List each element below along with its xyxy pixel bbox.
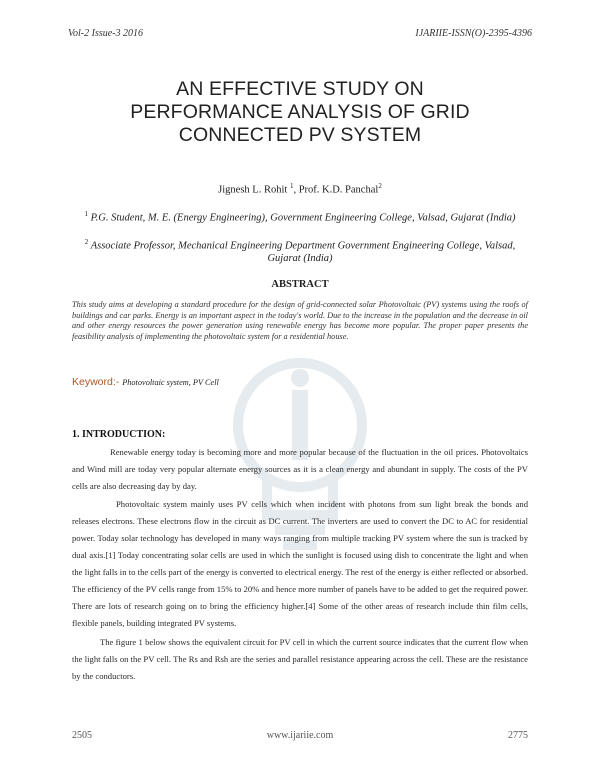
- journal-volume: Vol-2 Issue-3 2016: [68, 28, 143, 39]
- footer-page-right: 2775: [508, 730, 528, 741]
- affiliation-1-text: P.G. Student, M. E. (Energy Engineering), Government Engineering College, Valsad, Gujarat (India): [87, 212, 516, 224]
- abstract-text: This study aims at developing a standard procedure for the design of grid-connected solar Photovoltaic (PV) systems using the roofs of buildings and car parks. Energy is an important aspect in the today's world. Due to the increase in the population and the decrease in oil and other energy resources the power generation using renewable energy has become more popular. The proper paper presents the feasibility analysis of implementing the photovoltaic system for a residential house.: [72, 300, 528, 341]
- author-1-affiliation-mark: 1: [289, 182, 294, 190]
- author-separator: ,: [293, 184, 299, 196]
- title-line-2: PERFORMANCE ANALYSIS OF GRID: [130, 101, 470, 123]
- paper-title: [60, 78, 540, 147]
- footer-website: www.ijariie.com: [266, 730, 334, 741]
- authors: [60, 182, 540, 196]
- journal-issn: IJARIIE-ISSN(O)-2395-4396: [415, 28, 532, 39]
- affiliation-2-mark: 2: [84, 238, 89, 246]
- abstract-heading: ABSTRACT: [271, 279, 329, 290]
- footer-page-left: 2505: [72, 730, 92, 741]
- author-2: Prof. K.D. Panchal: [298, 184, 379, 196]
- intro-paragraph-1: [72, 444, 528, 495]
- affiliation-2: [72, 236, 528, 266]
- affiliation-1-mark: 1: [84, 210, 88, 218]
- intro-paragraph-3-text: The figure 1 below shows the equivalent circuit for PV cell in which the current source indicates that the current flow when the light falls on the PV cell. The Rs and Rsh are the series and parallel resistance appearing across the cell. These are the resistance by the conductors.: [72, 637, 528, 681]
- title-line-3: CONNECTED PV SYSTEM: [178, 124, 422, 146]
- title-line-1: AN EFFECTIVE STUDY ON: [176, 78, 424, 100]
- intro-paragraph-2: [72, 496, 528, 632]
- intro-paragraph-1-text: Renewable energy today is becoming more and more popular because of the fluctuation in the oil prices. Photovoltaics and Wind mill are today very popular alternate energy sources as it is a clean energy and abundant in supply. The costs of the PV cells are also decreasing day by day.: [72, 447, 528, 491]
- intro-paragraph-3: [72, 634, 528, 685]
- affiliation-1: [72, 208, 528, 225]
- keywords: [72, 376, 219, 388]
- keyword-values: Photovoltaic system, PV Cell: [122, 378, 219, 387]
- affiliation-2-text: Associate Professor, Mechanical Engineering Department Government Engineering College, Valsad, Gujarat (India): [88, 240, 516, 264]
- author-2-affiliation-mark: 2: [378, 182, 382, 190]
- section-heading-introduction: 1. INTRODUCTION:: [72, 429, 166, 440]
- intro-paragraph-2-text: Photovoltaic system mainly uses PV cells which when incident with photons from sun light break the bonds and releases electrons. These electrons flow in the circuit as DC current. The inverters are used to convert the DC to AC for residential power. Today solar technology has developed in many ways ranging from multiple tracking PV system where the sun is tracked by dual axis.[1] Today concentrating solar cells are used in which the sunlight is focused using dish to concentrate the light and when the light falls in to the cells part of the energy is converted to electrical energy. The rest of the energy is either reflected or absorbed. The efficiency of the PV cells range from 15% to 20% and hence more number of panels have to be added to get the required power. There are lots of research going on to bring the efficiency higher.[4] Some of the other areas of research include thin film cells, flexible panels, building integrated PV systems.: [72, 499, 528, 628]
- author-1: Jignesh L. Rohit: [218, 184, 288, 196]
- keyword-label: Keyword:-: [72, 376, 123, 388]
